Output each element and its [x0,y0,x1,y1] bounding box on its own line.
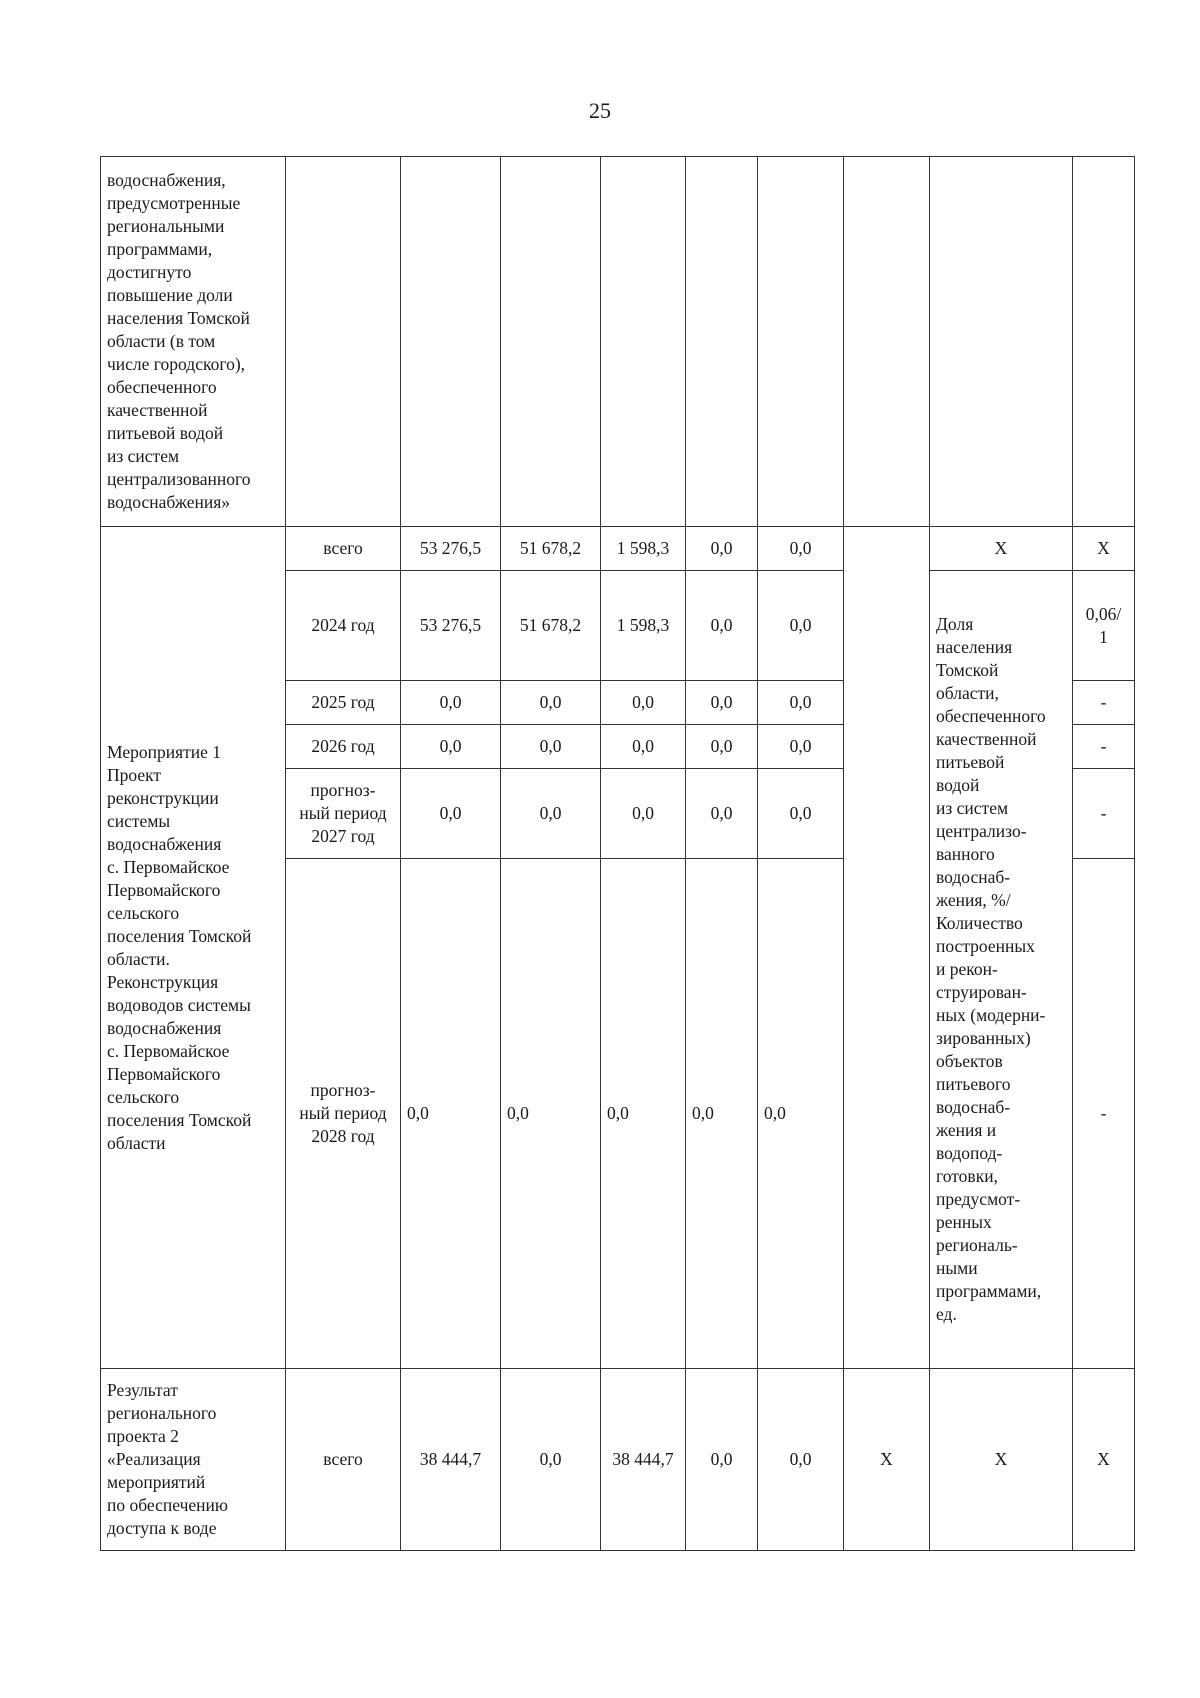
budget-table [100,156,1135,1551]
total-cell: 38 444,7 [401,1369,501,1551]
value-total-cell: X [1073,527,1135,571]
period-cell: 2025 год [286,681,401,725]
total-cell: 0,0 [401,859,501,1369]
regional-cell: 0,0 [601,769,686,859]
total-cell: 0,0 [401,725,501,769]
extra-budget-cell: 0,0 [758,769,844,859]
extra-budget-cell: 0,0 [758,571,844,681]
regional-cell: 38 444,7 [601,1369,686,1551]
extra-budget-cell: 0,0 [758,725,844,769]
local-cell: 0,0 [686,571,758,681]
extra-budget-cell: 0,0 [758,1369,844,1551]
measure1-row-total [101,527,1135,571]
period-cell: прогноз- ный период 2028 год [286,859,401,1369]
total-cell: 53 276,5 [401,527,501,571]
local-cell: 0,0 [686,859,758,1369]
value-cell: - [1073,769,1135,859]
federal-cell: 51 678,2 [501,527,601,571]
local-cell: 0,0 [686,527,758,571]
local-cell: 0,0 [686,681,758,725]
period-cell: всего [286,1369,401,1551]
total-cell: 0,0 [401,769,501,859]
regional-cell: 0,0 [601,725,686,769]
extra-budget-cell: 0,0 [758,681,844,725]
federal-cell: 0,0 [501,681,601,725]
extra-budget-cell: 0,0 [758,527,844,571]
federal-cell: 0,0 [501,769,601,859]
total-cell: 53 276,5 [401,571,501,681]
page-number: 25 [589,98,611,123]
federal-cell: 0,0 [501,859,601,1369]
empty-cell [601,157,686,527]
value-cell: X [1073,1369,1135,1551]
executor-cell: X [844,1369,930,1551]
empty-cell [758,157,844,527]
continuation-text-cell: водоснабжения, предусмотренные региональными программами, достигнуто повышение доли населения Томской области (в том числе городского), обеспеченного качественной питьевой водой из систем централизованного водоснабжения» [101,157,286,527]
local-cell: 0,0 [686,769,758,859]
indicator-cell: Доля населения Томской области, обеспеченного качественной питьевой водой из систем централизо- ванного водоснаб- жения, %/ Количество построенных и рекон- струирован- ных (модерни- зированных) объектов питьевого водоснаб- жения и водопод- готовки, предусмот- ренных региональ- ными программами, ед. [930,571,1073,1369]
regional-cell: 1 598,3 [601,527,686,571]
empty-cell [286,157,401,527]
federal-cell: 51 678,2 [501,571,601,681]
indicator-total-cell: X [930,527,1073,571]
empty-cell [1073,157,1135,527]
federal-cell: 0,0 [501,1369,601,1551]
local-cell: 0,0 [686,1369,758,1551]
period-cell: 2026 год [286,725,401,769]
value-cell: - [1073,725,1135,769]
measure1-name-cell: Мероприятие 1 Проект реконструкции системы водоснабжения с. Первомайское Первомайского сельского поселения Томской области. Реконструкция водоводов системы водоснабжения с. Первомайское Первомайского сельского поселения Томской области [101,527,286,1369]
extra-budget-cell: 0,0 [758,859,844,1369]
executor-cell [844,527,930,1369]
empty-cell [686,157,758,527]
local-cell: 0,0 [686,725,758,769]
federal-cell: 0,0 [501,725,601,769]
indicator-cell: X [930,1369,1073,1551]
total-cell: 0,0 [401,681,501,725]
period-cell: 2024 год [286,571,401,681]
value-cell: - [1073,859,1135,1369]
period-cell: прогноз- ный период 2027 год [286,769,401,859]
value-cell: 0,06/ 1 [1073,571,1135,681]
regional-cell: 1 598,3 [601,571,686,681]
continuation-row [101,157,1135,527]
regional-cell: 0,0 [601,859,686,1369]
regional-cell: 0,0 [601,681,686,725]
result2-name-cell: Результат регионального проекта 2 «Реализация мероприятий по обеспечению доступа к воде [101,1369,286,1551]
empty-cell [930,157,1073,527]
empty-cell [501,157,601,527]
value-cell: - [1073,681,1135,725]
period-cell: всего [286,527,401,571]
empty-cell [401,157,501,527]
empty-cell [844,157,930,527]
result2-row [101,1369,1135,1551]
